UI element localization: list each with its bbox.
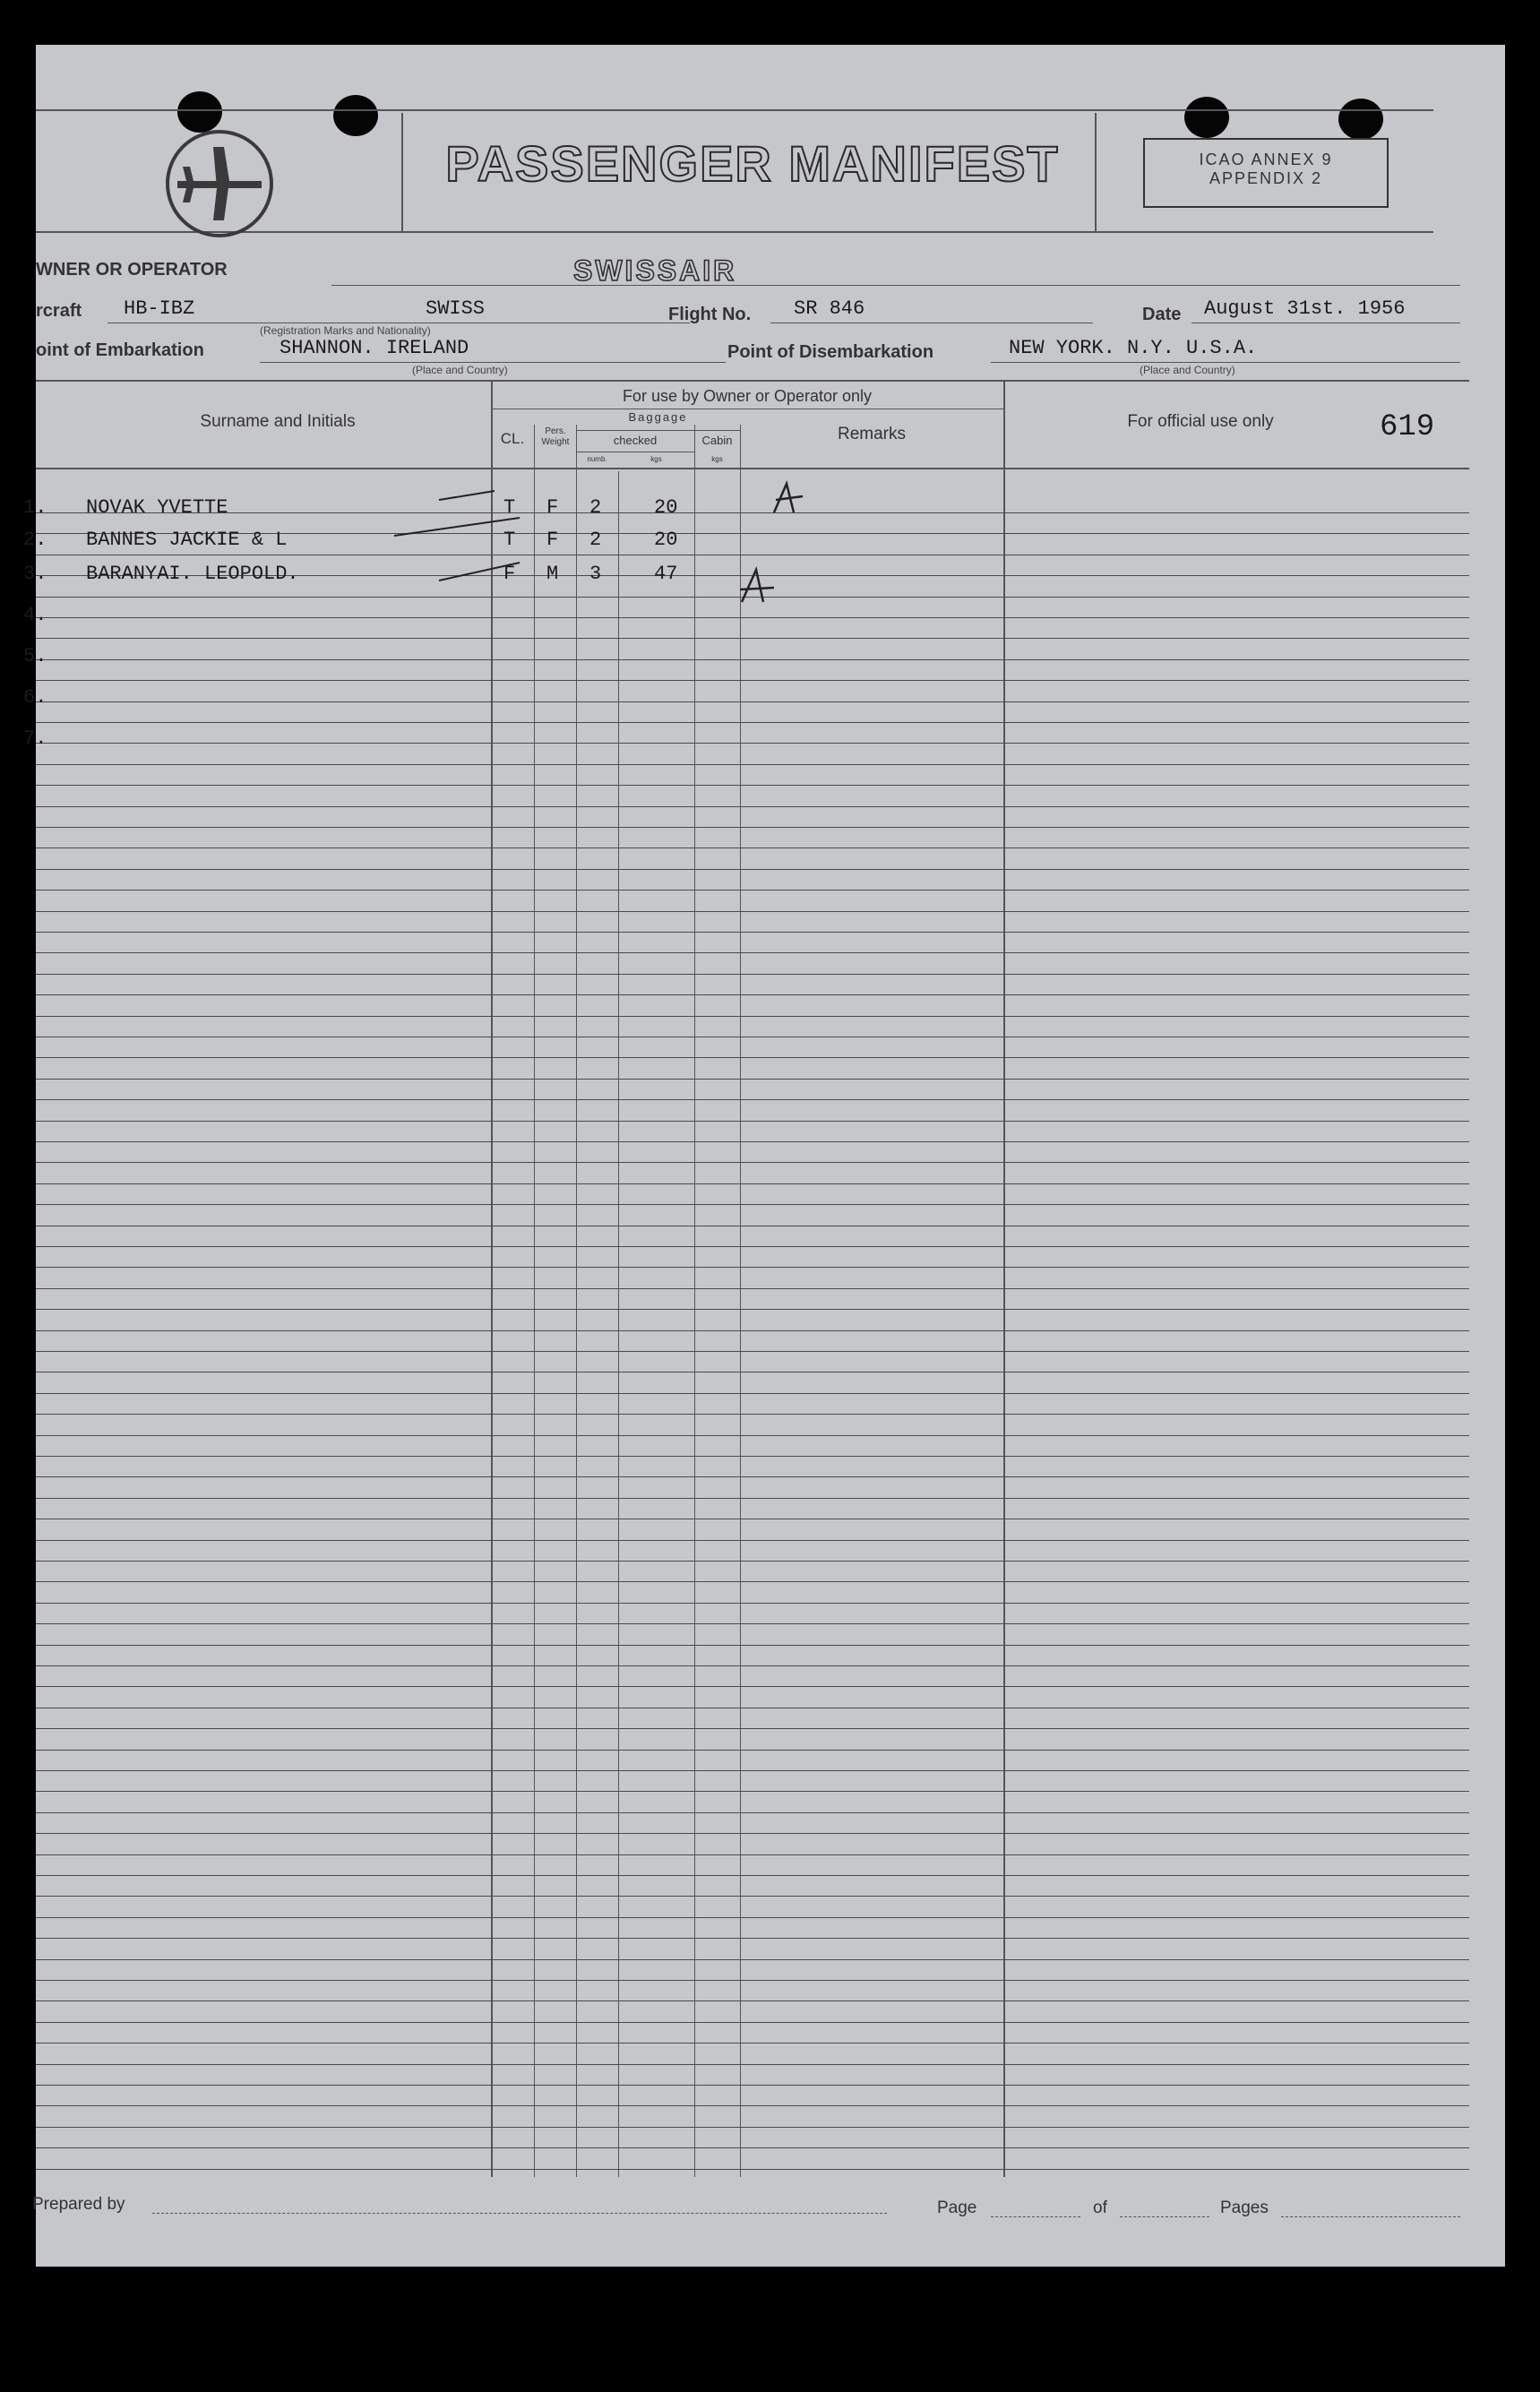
passenger-name: BARANYAI. LEOPOLD. — [86, 563, 299, 585]
col-line — [576, 425, 577, 2177]
baggage-numb-cell: 2 — [589, 496, 602, 519]
row-number: 5. — [23, 645, 47, 667]
disembarkation-note: (Place and Country) — [1140, 364, 1235, 376]
cabin-header: Cabin — [701, 434, 733, 447]
col-line — [534, 425, 535, 2177]
row-rule — [36, 1141, 1469, 1142]
row-rule — [36, 1246, 1469, 1247]
header-divider — [401, 113, 403, 233]
row-rule — [36, 743, 1469, 744]
aircraft-value: HB-IBZ — [124, 297, 195, 320]
baggage-numb-cell: 3 — [589, 563, 602, 585]
col-line — [1003, 382, 1005, 2177]
checked-header: checked — [613, 434, 658, 447]
numb-header: numb. — [587, 455, 607, 463]
row-rule — [36, 974, 1469, 975]
row-rule — [36, 2169, 1469, 2170]
row-rule — [36, 1665, 1469, 1666]
row-rule — [36, 1623, 1469, 1624]
row-rule — [36, 2105, 1469, 2106]
registration-note: (Registration Marks and Nationality) — [260, 324, 431, 337]
row-rule — [36, 1267, 1469, 1268]
row-rule — [36, 2147, 1469, 2148]
row-rule — [36, 869, 1469, 870]
embarkation-label: oint of Embarkation — [36, 340, 204, 360]
row-rule — [36, 1016, 1469, 1017]
row-rule — [36, 512, 1469, 513]
row-rule — [36, 1476, 1469, 1477]
class-cell: F — [503, 563, 516, 585]
class-cell: T — [503, 529, 516, 551]
cabin-kgs-header: kgs — [711, 455, 723, 463]
pages-rule — [1281, 2216, 1460, 2217]
table-top-rule — [36, 380, 1469, 382]
row-rule — [36, 1330, 1469, 1331]
row-rule — [36, 1162, 1469, 1163]
row-rule — [36, 785, 1469, 786]
embarkation-rule — [260, 362, 726, 363]
row-rule — [36, 597, 1469, 598]
row-rule — [36, 1770, 1469, 1771]
owner-label: WNER OR OPERATOR — [36, 260, 228, 280]
row-rule — [36, 1791, 1469, 1792]
row-rule — [36, 1875, 1469, 1876]
row-rule — [36, 1498, 1469, 1499]
row-rule — [36, 1561, 1469, 1562]
row-rule — [36, 1854, 1469, 1855]
page-title: PASSENGER MANIFEST — [445, 135, 1060, 192]
of-label: of — [1093, 2198, 1107, 2217]
pages-label: Pages — [1220, 2198, 1269, 2217]
col-line — [694, 425, 695, 2177]
row-rule — [36, 806, 1469, 807]
disembarkation-value: NEW YORK. N.Y. U.S.A. — [1009, 337, 1258, 359]
col-line — [740, 425, 741, 2177]
row-rule — [36, 1750, 1469, 1751]
row-rule — [36, 1309, 1469, 1310]
icao-appendix-label: APPENDIX 2 — [1209, 169, 1323, 187]
row-rule — [36, 1456, 1469, 1457]
row-rule — [36, 638, 1469, 639]
col-line — [491, 382, 493, 2177]
flight-label: Flight No. — [668, 305, 752, 324]
aircraft-label: rcraft — [36, 301, 82, 321]
date-value: August 31st. 1956 — [1204, 297, 1406, 320]
row-rule — [36, 2043, 1469, 2044]
row-rule — [36, 680, 1469, 681]
row-rule — [36, 659, 1469, 660]
row-rule — [36, 2127, 1469, 2128]
row-rule — [36, 617, 1469, 618]
weight-cell: F — [546, 496, 559, 519]
weight-cell: M — [546, 563, 559, 585]
row-number: 3. — [23, 563, 47, 585]
page-number: 619 — [1380, 410, 1435, 444]
header-bottom-table-rule — [36, 468, 1469, 469]
row-rule — [36, 827, 1469, 828]
row-rule — [36, 890, 1469, 891]
prepared-by-rule — [152, 2213, 887, 2214]
prepared-by-label: Prepared by — [32, 2195, 125, 2214]
row-rule — [36, 1351, 1469, 1352]
row-number: 7. — [23, 727, 47, 750]
date-label: Date — [1142, 305, 1182, 324]
row-rule — [36, 1288, 1469, 1289]
punch-hole — [1338, 99, 1383, 140]
class-cell: T — [503, 496, 516, 519]
row-number: 1. — [23, 496, 47, 519]
airplane-logo-icon — [161, 125, 278, 242]
row-rule — [36, 1183, 1469, 1184]
row-rule — [36, 1938, 1469, 1939]
header-divider — [1095, 113, 1097, 233]
row-rule — [36, 1959, 1469, 1960]
row-rule — [36, 1099, 1469, 1100]
row-rule — [36, 1393, 1469, 1394]
passenger-name: NOVAK YVETTE — [86, 496, 228, 519]
baggage-numb-cell: 2 — [589, 529, 602, 551]
row-rule — [36, 1645, 1469, 1646]
manifest-sheet — [23, 45, 1505, 2267]
of-rule — [1120, 2216, 1209, 2217]
baggage-kgs-cell: 47 — [654, 563, 678, 585]
embarkation-note: (Place and Country) — [412, 364, 508, 376]
row-number: 6. — [23, 686, 47, 709]
col-line — [618, 471, 619, 2177]
owner-value: SWISSAIR — [573, 254, 737, 287]
row-rule — [36, 994, 1469, 995]
owner-use-header: For use by Owner or Operator only — [622, 387, 873, 405]
row-rule — [36, 911, 1469, 912]
official-use-header: For official use only — [1127, 412, 1274, 431]
cl-header: CL. — [500, 430, 525, 447]
baggage-header: Baggage — [628, 410, 688, 424]
row-rule — [36, 952, 1469, 953]
weight-cell: F — [546, 529, 559, 551]
row-rule — [36, 1980, 1469, 1981]
row-rule — [36, 2022, 1469, 2023]
page-label: Page — [937, 2198, 977, 2217]
row-rule — [36, 1414, 1469, 1415]
baggage-kgs-cell: 20 — [654, 529, 678, 551]
pers-weight-header: Pers. Weight — [541, 426, 570, 447]
row-rule — [36, 1603, 1469, 1604]
embarkation-value: SHANNON. IRELAND — [280, 337, 469, 359]
punch-hole — [333, 95, 378, 136]
row-rule — [36, 1728, 1469, 1729]
remarks-header: Remarks — [837, 425, 906, 443]
row-rule — [36, 1540, 1469, 1541]
icao-annex-label: ICAO ANNEX 9 — [1199, 151, 1333, 168]
row-rule — [36, 1121, 1469, 1122]
kgs-header: kgs — [650, 455, 662, 463]
disembarkation-label: Point of Disembarkation — [727, 342, 934, 362]
row-rule — [36, 1057, 1469, 1058]
row-rule — [36, 2064, 1469, 2065]
row-rule — [36, 1581, 1469, 1582]
row-number: 4. — [23, 604, 47, 626]
row-rule — [36, 1686, 1469, 1687]
surname-header: Surname and Initials — [200, 412, 356, 431]
icao-box — [1143, 138, 1389, 208]
row-rule — [36, 2085, 1469, 2086]
row-number: 2. — [23, 529, 47, 551]
nationality-value: SWISS — [426, 297, 486, 320]
row-rule — [36, 764, 1469, 765]
flight-value: SR 846 — [794, 297, 865, 320]
row-rule — [36, 932, 1469, 933]
punch-hole — [1184, 97, 1229, 138]
passenger-name: BANNES JACKIE & L — [86, 529, 288, 551]
row-rule — [36, 1833, 1469, 1834]
row-rule — [36, 1435, 1469, 1436]
row-rule — [36, 1204, 1469, 1205]
page-rule — [991, 2216, 1080, 2217]
row-rule — [36, 701, 1469, 702]
row-rule — [36, 1896, 1469, 1897]
header-top-rule — [36, 109, 1433, 111]
owner-rule — [331, 285, 1460, 286]
row-rule — [36, 1812, 1469, 1813]
row-rule — [36, 1079, 1469, 1080]
row-rule — [36, 1917, 1469, 1918]
baggage-rule — [576, 430, 740, 431]
disembarkation-rule — [991, 362, 1460, 363]
row-rule — [36, 722, 1469, 723]
baggage-kgs-cell: 20 — [654, 496, 678, 519]
